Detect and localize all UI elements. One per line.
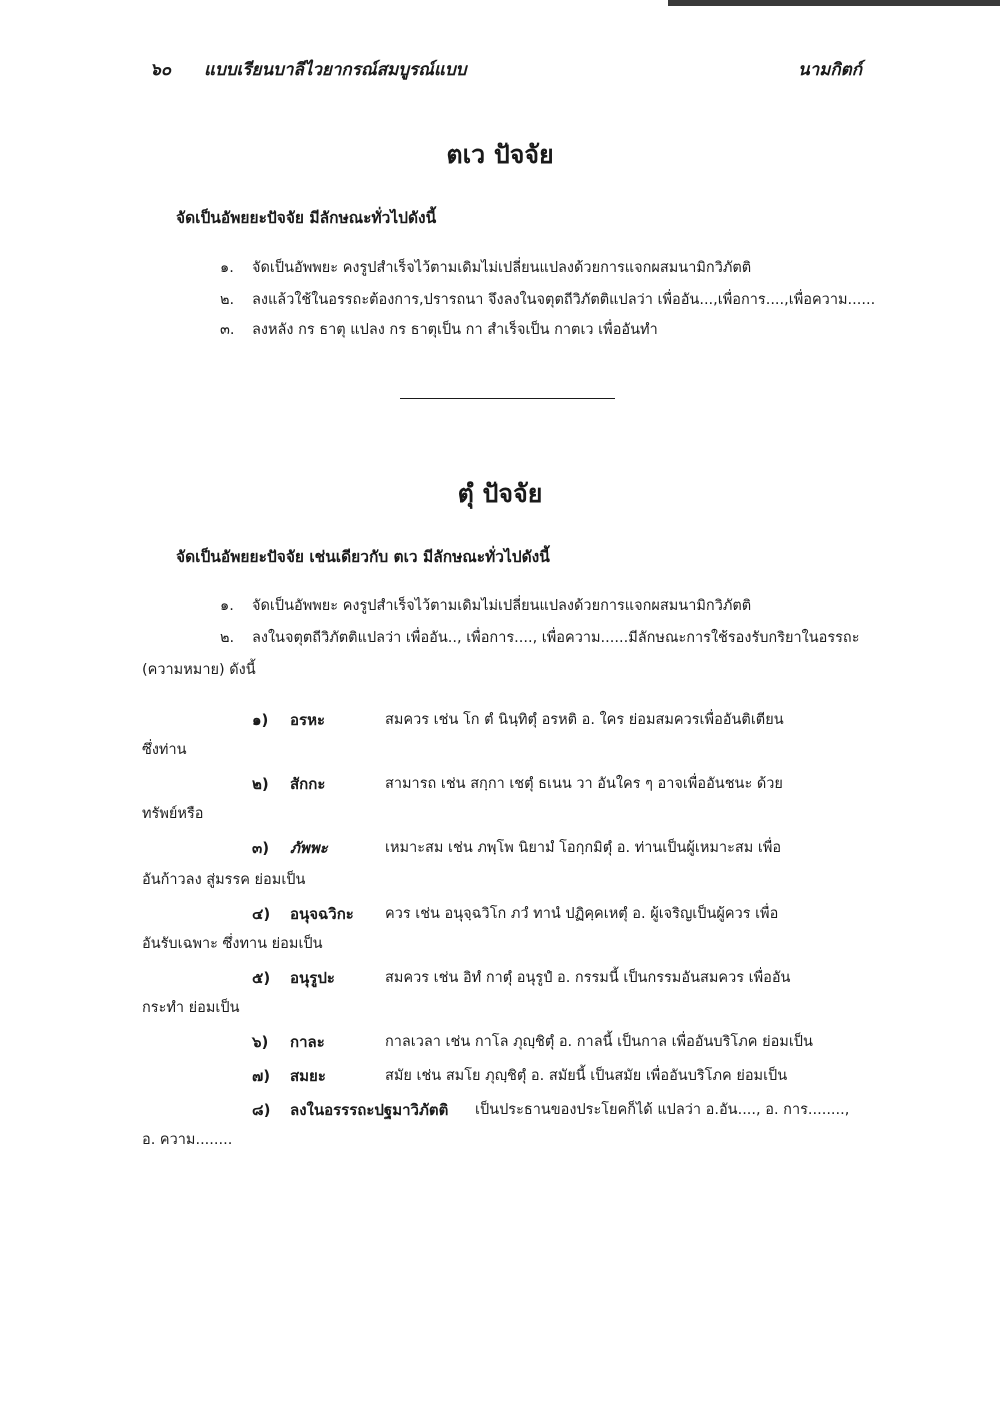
subitem-term: สักกะ <box>290 775 326 793</box>
item-number: ๑. <box>220 598 234 614</box>
subitem-description: เหมาะสม เช่น ภพฺโพ นิยามํ โอกฺกมิตุํ อ. ท่านเป็นผู้เหมาะสม เพื่อ <box>385 840 782 856</box>
subitem-continuation: ทรัพย์หรือ <box>142 806 204 822</box>
subitem-continuation: ซึ่งท่าน <box>142 742 187 758</box>
item-number: ๑. <box>220 260 234 276</box>
subitem-number: ๘) <box>252 1101 271 1119</box>
subitem-term: อรหะ <box>290 711 326 729</box>
item-number: ๒. <box>220 292 235 308</box>
subitem-description: เป็นประธานของประโยคก็ได้ แปลว่า อ.อัน...., อ. การ........, <box>475 1102 850 1118</box>
section-title-tum: ตุํ ปัจจัย <box>457 479 543 508</box>
item-number: ๓. <box>220 322 235 338</box>
subitem-continuation: อ. ความ........ <box>142 1132 233 1148</box>
subitem-term: ภัพพะ <box>290 839 328 857</box>
item-text-continuation: (ความหมาย) ดังนี้ <box>142 662 256 678</box>
subitem-number: ๒) <box>252 775 269 793</box>
book-title: แบบเรียนบาลีไวยากรณ์สมบูรณ์แบบ <box>204 60 467 80</box>
subitem-number: ๕) <box>252 969 271 987</box>
subitem-number: ๖) <box>252 1033 269 1051</box>
subitem-description: สมควร เช่น โก ตํ นินฺทิตุํ อรหติ อ. ใคร ย่อมสมควรเพื่ออันติเตียน <box>385 712 784 728</box>
subitem-continuation: อันรับเฉพาะ ซึ่งทาน ย่อมเป็น <box>142 936 323 952</box>
page-header <box>150 56 862 80</box>
subitem-description: สามารถ เช่น สกฺกา เชตุํ ธเนน วา อันใคร ๆ อาจเพื่ออันชนะ ด้วย <box>385 776 783 792</box>
section-divider <box>400 398 615 399</box>
subitem-description: สมัย เช่น สมโย ภุญฺชิตุํ อ. สมัยนี้ เป็นสมัย เพื่ออันบริโภค ย่อมเป็น <box>385 1068 788 1084</box>
subitem-term: ลงในอรรรถะปฐมาวิภัตติ <box>290 1101 449 1119</box>
item-text: จัดเป็นอัพพยะ คงรูปสำเร็จไว้ตามเดิมไม่เปลี่ยนแปลงด้วยการแจกผสมนามิกวิภัตติ <box>252 260 752 276</box>
subitem-number: ๑) <box>252 711 269 729</box>
item-text: ลงแล้วใช้ในอรรถะต้องการ,ปรารถนา จึงลงในจตุตถีวิภัตติแปลว่า เพื่ออัน...,เพื่อการ....,เพื่อความ...... <box>252 292 876 308</box>
item-text: จัดเป็นอัพพยะ คงรูปสำเร็จไว้ตามเดิมไม่เปลี่ยนแปลงด้วยการแจกผสมนามิกวิภัตติ <box>252 598 752 614</box>
subitem-term: อนุรูปะ <box>290 969 335 987</box>
subitem-continuation: อันก้าวลง สู่มรรค ย่อมเป็น <box>142 872 306 888</box>
subitem-continuation: กระทำ ย่อมเป็น <box>142 1000 240 1016</box>
item-text: ลงในจตุตถีวิภัตติแปลว่า เพื่ออัน.., เพื่อการ...., เพื่อความ......มีลักษณะการใช้รองรับกริยาในอรรถะ <box>252 630 860 646</box>
section-subtitle-tave: จัดเป็นอัพยยะปัจจัย มีลักษณะทั่วไปดังนี้ <box>176 209 437 227</box>
subitem-term: อนุจฉวิกะ <box>290 905 354 923</box>
subitem-description: กาลเวลา เช่น กาโล ภุญฺชิตุํ อ. กาลนี้ เป็นกาล เพื่ออันบริโภค ย่อมเป็น <box>385 1034 813 1050</box>
subitem-term: กาละ <box>290 1033 325 1051</box>
subitem-number: ๓) <box>252 839 270 857</box>
subitem-term: สมยะ <box>290 1067 326 1085</box>
page-number: ๖๐ <box>150 60 172 80</box>
subitem-description: สมควร เช่น อิทํ กาตุํ อนุรูปํ อ. กรรมนี้ เป็นกรรมอันสมควร เพื่ออัน <box>385 970 791 986</box>
item-text: ลงหลัง กร ธาตุ แปลง กร ธาตุเป็น กา สำเร็จเป็น กาตเว เพื่ออันทำ <box>252 322 658 338</box>
section-subtitle-tum: จัดเป็นอัพยยะปัจจัย เช่นเดียวกับ ตเว มีลักษณะทั่วไปดังนี้ <box>176 548 550 566</box>
subitem-number: ๔) <box>252 905 271 923</box>
scan-edge-bar <box>668 0 1000 6</box>
subitem-description: ควร เช่น อนุจฺฉวิโก ภวํ ทานํ ปฏิคฺคเหตุํ อ. ผู้เจริญเป็นผู้ควร เพื่อ <box>385 906 779 922</box>
chapter-title: นามกิตก์ <box>798 60 862 80</box>
section-title-tave: ตเว ปัจจัย <box>446 140 554 169</box>
item-number: ๒. <box>220 630 235 646</box>
subitem-number: ๗) <box>252 1067 271 1085</box>
